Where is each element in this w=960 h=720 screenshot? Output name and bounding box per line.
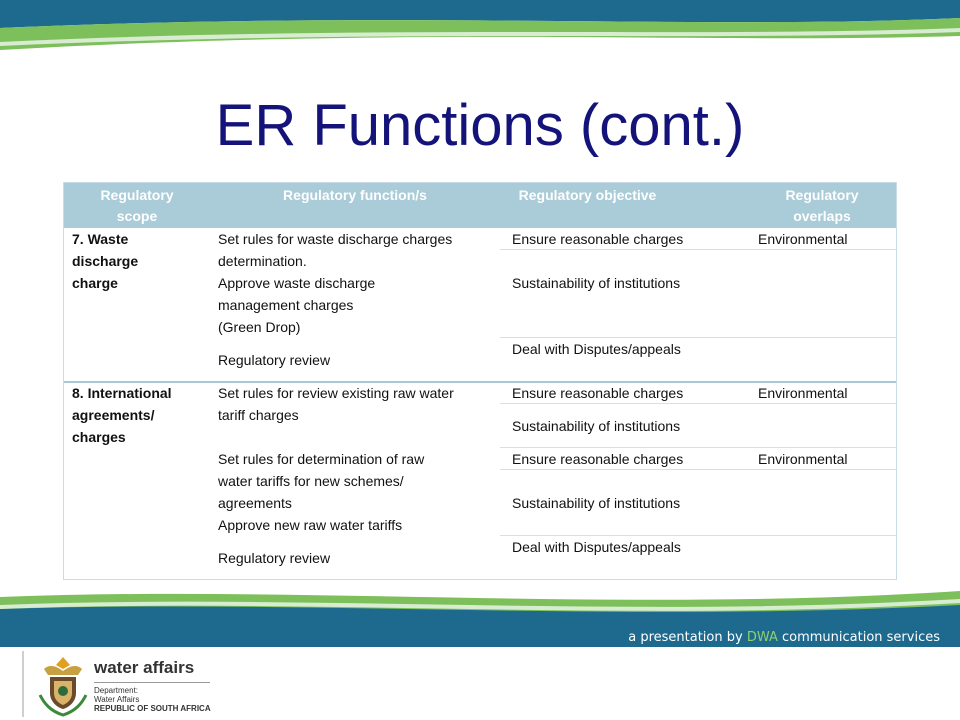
function-line: determination. [218, 253, 307, 269]
header-scope-line: scope [116, 208, 158, 224]
coat-of-arms-icon [36, 655, 90, 717]
er-functions-table [63, 182, 897, 580]
function-line: Approve waste discharge [218, 275, 376, 291]
header-scope-line: Regulatory [100, 187, 174, 203]
header-overlaps-line: Regulatory [785, 187, 859, 203]
row8-functions-b [218, 448, 498, 569]
row7-objective-3: Deal with Disputes/appeals [512, 341, 681, 357]
top-wave-banner [0, 0, 960, 60]
brand-line-country: REPUBLIC OF SOUTH AFRICA [94, 704, 211, 713]
function-line: management charges [218, 297, 354, 313]
function-line: Approve new raw water tariffs [218, 517, 403, 533]
header-overlaps [740, 185, 904, 227]
brand-line-water-affairs: Water Affairs [94, 695, 140, 704]
function-line: agreements [218, 495, 292, 511]
header-function: Regulatory function/s [283, 187, 427, 203]
scope-line: 7. Waste [72, 231, 129, 247]
row7-functions [218, 228, 498, 371]
table-header-row [64, 183, 896, 228]
function-line: Regulatory review [218, 352, 331, 368]
brand-line-department: Department: [94, 686, 139, 695]
header-overlaps-line: overlaps [793, 208, 851, 224]
function-line: water tariffs for new schemes/ [218, 473, 404, 489]
brand-name: water affairs [94, 658, 195, 677]
row8-overlap-a: Environmental [758, 385, 848, 401]
function-line: tariff charges [218, 407, 299, 423]
scope-line: charge [72, 275, 118, 291]
row8-objective-2: Sustainability of institutions [512, 418, 681, 434]
credit-org: DWA [746, 630, 778, 645]
row8-functions-a [218, 382, 498, 426]
header-objective: Regulatory objective [518, 187, 657, 203]
row8-objective-5: Deal with Disputes/appeals [512, 539, 681, 555]
row8-overlap-b: Environmental [758, 451, 848, 467]
row8-objective-1: Ensure reasonable charges [512, 385, 684, 401]
header-scope [64, 185, 210, 227]
credit-suffix: communication services [777, 630, 940, 645]
function-line: Set rules for determination of raw [218, 451, 425, 467]
row8-objective-3: Ensure reasonable charges [512, 451, 684, 467]
row8-scope [72, 382, 212, 448]
scope-line: charges [72, 429, 126, 445]
function-line: Set rules for review existing raw water [218, 385, 454, 401]
slide-title: ER Functions (cont.) [215, 93, 745, 158]
function-line: Set rules for waste discharge charges [218, 231, 453, 247]
scope-line: 8. International [72, 385, 172, 401]
scope-line: discharge [72, 253, 139, 269]
row8-objective-4: Sustainability of institutions [512, 495, 681, 511]
presentation-credit [628, 630, 940, 645]
row7-objective-2: Sustainability of institutions [512, 275, 681, 291]
row7-scope [72, 228, 202, 294]
row7-overlap: Environmental [758, 231, 848, 247]
scope-line: agreements/ [72, 407, 155, 423]
footer-divider [22, 651, 24, 717]
row7-objective-1: Ensure reasonable charges [512, 231, 684, 247]
credit-prefix: a presentation by [628, 630, 747, 645]
brand-underline [94, 682, 210, 683]
function-line: (Green Drop) [218, 319, 301, 335]
function-line: Regulatory review [218, 550, 331, 566]
